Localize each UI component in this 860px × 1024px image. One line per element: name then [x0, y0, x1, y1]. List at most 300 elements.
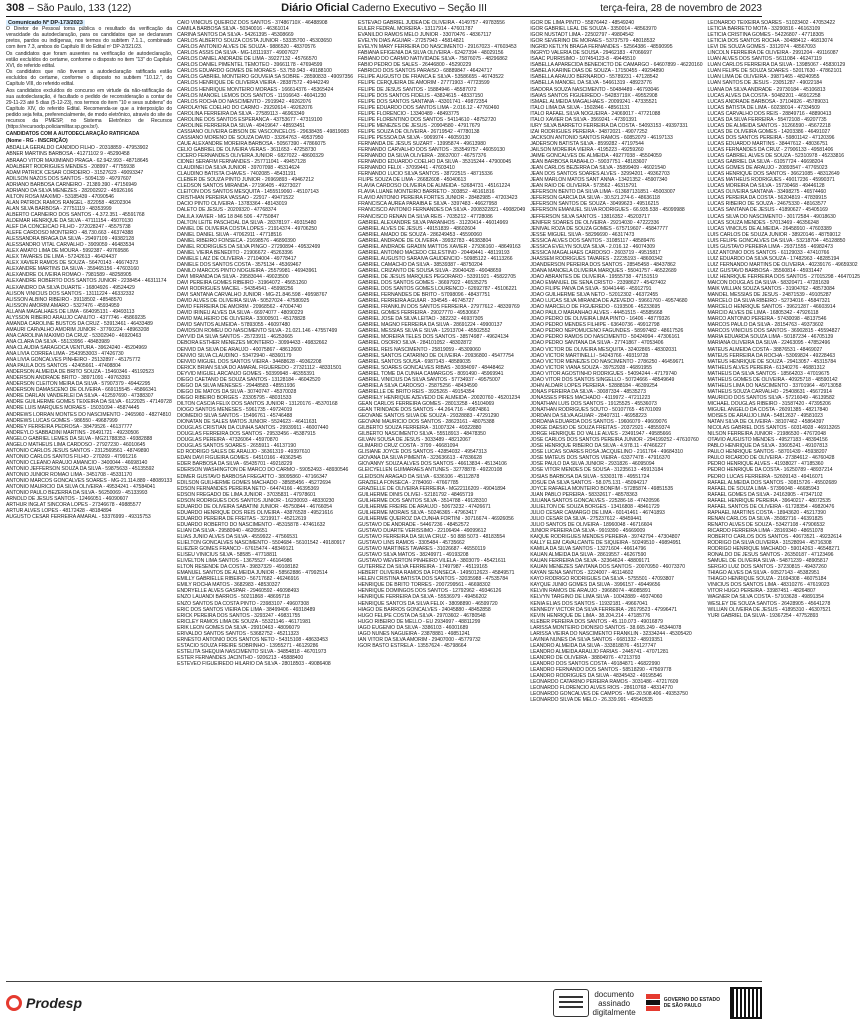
list-item: WILLIAN OLIVEIRA DE JESUS - 41895310 - 46307521 — [707, 606, 831, 613]
list-item: DALTON LEITE PASCHOAL DA SILVA - 28378197 - 49315480 — [177, 219, 317, 226]
section-heading: CANDIDATOS COM A AUTODECLARAÇÃO RATIFICADA — [6, 131, 140, 138]
list-item: EDUARDO DE OLIVEIRA SABATINI JUNIOR - 45750844 - 46766054 — [177, 503, 332, 510]
list-item: JEAN RAIO DE OLIVEIRA - 573562 - 46315791 — [530, 183, 637, 190]
list-item: LEANDRO DE OLIVEIRA - 38804976 - 47213793 — [530, 654, 641, 661]
list-item: RODRIGO DA SILVA OLIVEIRA - 31528094 - 45716308 — [707, 540, 832, 547]
list-item: ERNESTO ANTONIO DOS SANTOS NETO - 54315108 - 48633453 — [177, 636, 328, 643]
list-item: LUCAS SOUZA MENDES - 57013469 - 46356248 — [707, 219, 819, 226]
list-item: ANDREY FERREIRA PEDROSA - 38479526 - 46137777 — [6, 423, 133, 430]
header-center — [258, 2, 510, 14]
list-item: ALISSON AMORIM AMARO - 5327476 - 45934959 — [6, 302, 120, 309]
list-item: EDAN DAVI FIGUEIRA GOMES - 64510166 - 49362545 — [177, 455, 302, 462]
list-item: DAVI RODRIGUES MACIEL - 54354541 - 45998256 — [177, 286, 294, 293]
prodesp-brand-text: Prodesp — [26, 995, 83, 1011]
list-item: FABIO PEDRO DE SALES - 26446800 - 45290229 — [358, 62, 472, 69]
list-item: MATHEUS GOMES DE OLIVEIRA - 40925718 - 48590142 — [707, 376, 838, 383]
list-item: ANDRE LUIS MARQUES MORAES - 15031094 - 45874445 — [6, 405, 140, 412]
list-item: ELIAS JUNIO ALVES DA SILVA - 4559922 - 47566531 — [177, 533, 298, 540]
list-item: ALBERTO CARNEIRO DOS SANTOS - 4.372.351 - 45591768 — [6, 211, 145, 218]
list-item: LUIS FELIPE GONCALVES DA SILVA - 53218704 - 45128850 — [707, 237, 846, 244]
list-item: ANTONIO JUNIOR ROMAO LIMA - 3451708 - 45331170 — [6, 471, 133, 478]
list-item: ALISSON ALBINO RIBEIRO - 39118502 - 48548570 — [6, 296, 123, 303]
list-item: ANGELO GABRIEL LEMES DA SILVA - MG21788353 - 49382888 — [6, 435, 153, 442]
list-item: RODRIGO HENRIQUE MACHADO - 59014263 - 46548271 — [707, 546, 840, 553]
list-item: PABLO HENRIQUE DA SILVA - 33605241 - 49107813 — [707, 443, 828, 450]
list-item: LUCAS BATISTA DE LIMA - 60238014 - 47334509 — [707, 104, 820, 111]
list-item: JOAO LUCAS SILVA MIRANDA DE AZEVEDO - 59661760 - 49574680 — [530, 298, 688, 305]
list-item: MARCO ANTONIO PEREIRA - 57430098 - 48137546 — [707, 316, 827, 323]
list-item: ANDREWS LUCAS GOMES - 986550 - 49687999 — [6, 417, 118, 424]
list-item: LEONARDO FLORENCIO ALVES RIOS - 28610768 - 48314770 — [530, 685, 673, 692]
list-item: CAUE ALEXANDRE MOREIRA BARBOSA - 50567390 - 47866075 — [177, 140, 326, 147]
list-item: ELIEZER GOMES FRANCO - 67615474 - 48349121 — [177, 546, 294, 553]
list-item: MICHAEL DOUGLAS RIBEIRO - 31587420 - 47395206 — [707, 400, 831, 407]
list-item: JOAO PEDRO SANTANA DA SILVA - 27741867 - 47053406 — [530, 340, 664, 347]
list-item: ELIAN DA SILVA - 29580940 - 46205651 — [177, 527, 268, 534]
header-left — [6, 2, 258, 14]
list-item: JOSE MATEUS DOS SANTOS VIEIRA - 63377478 - 47916370 — [530, 455, 671, 462]
list-item: DOUGLAS PEREIRA - 47326064 - 45970870 — [177, 437, 279, 444]
list-item: HUGO FELIPE COSTA DA SILVA - 29703602 - 46780548 — [358, 612, 486, 619]
list-item: LUCAS GABRIEL ALVES DE SOUZA - 52310978 - 45233816 — [707, 153, 845, 160]
list-item: DIONATAN DE SALES MATOS JUNIOR - 5524623 - 46411631 — [177, 419, 318, 426]
list-item: GABRIEL SANTOS SOUSA - 6987143 - 48589035 — [358, 358, 471, 365]
list-item: DIEGO CAETANO DE SOUZA SANTOS - 13128184 - 46042520 — [177, 376, 321, 383]
list-item: ALEX TAVARES DE LIMA - 57242613 - 46424437 — [6, 254, 117, 261]
list-item: FABRICIO DOS SANTOS PARAISO - 68889847 - 46424717 — [358, 68, 493, 75]
list-item: JOYCE RAFAELA MONTEIRO BONFIM - 57285874 - 49851535 — [530, 485, 674, 492]
list-item: CLEITON DOS SANTOS MESQUITA - 1455519060 - 45107143 — [177, 189, 319, 196]
list-item: GLEICYELLEN GUIMARAES ANTUNES - 32778878 - 49220108 — [358, 467, 503, 474]
list-item: EDSON FREGADO DE LIMA JUNIOR - 37035831 - 47978601 — [177, 491, 316, 498]
list-item: KLEBER PEREIRA DOS SANTOS - 45.110.073 - 49016879 — [530, 618, 663, 625]
list-item: RENATO ALVES DE SOUZA - 53427108 - 47906532 — [707, 521, 825, 528]
list-item: EDSON FERNANDES PEREIRA NETO - 64474166 - 46395369 — [177, 485, 319, 492]
list-item: FERNANDO EDUARDO COELHO DA SILVA - 35315244 - 47900045 — [358, 159, 512, 166]
list-item: GABRIELLE DE BRITO REIS - 3925265 - 49154354 — [358, 388, 475, 395]
list-item: JEFERSON BENTO DA SILVA LIMA - 613687131851 - 45003007 — [530, 189, 676, 196]
list-item: JAIME GONCALVES DE ALMEIDA - 49277038 - 45504059 — [530, 153, 662, 160]
list-item: GUSTAVO MARTINES TAVARES - 31026687 - 46550119 — [358, 546, 486, 553]
list-item: DANIEL DE OLIVEIRA COSTA LOPES - 21914374 - 49706250 — [177, 225, 317, 232]
list-item: CARLOS ROCHA DO NASCIMENTO - 2919942 - 49262076 — [177, 98, 312, 105]
list-item: FELIPE FLORENCIO - 13340489 - 48493775 — [358, 110, 460, 117]
list-item: ANTONIO CARLOS SANTOS FILHO - 270269 - 47991216 — [6, 453, 137, 460]
list-item: DOUGLAS SANTOS SOARES - 2655911 - 46137190 — [177, 443, 297, 450]
list-item: CARLOS HENRIQUE MONTEIRO MORAES - 166614376 - 45365424 — [177, 86, 334, 93]
list-item: GABRIEL SOARES GONCALVES RIBAS - 30384097 - 48448462 — [358, 364, 504, 371]
list-item: FABIANO DO CARMO NATIVIDADE SILVA - 75876075 - 48296862 — [358, 56, 508, 63]
list-item: EULER FEDRAL MOREIRA - 13117914 - 47601787 — [358, 26, 474, 33]
list-item: MATEUS ALMEIDA COSTA - 38876531 - 48469027 — [707, 346, 823, 353]
list-item: LEANDRO FERNANDO DOS SANTOS - 58518290 - 47569778 — [530, 667, 672, 674]
list-item: ALEXANDRE MARTINS DA SILVA - 359465156 - 47603160 — [6, 266, 139, 273]
list-item: JESSICA MAGALHAES CARDOSO - 2603719 - 49515817 — [530, 249, 661, 256]
list-item: RAFAEL ALMEIDA DOS SANTOS - 30815726 - 45502689 — [707, 479, 837, 486]
list-item: ALEX XAVIER RAMOS DE SOUZA - 56470143 - 46674373 — [6, 260, 138, 267]
list-item: MARCOS VINICIUS DOS SANTOS - 36902815 - 45594827 — [707, 328, 841, 335]
list-item: GUTERREZ DA SILVA FERREIRA - 17497987 - 45119165 — [358, 564, 488, 571]
paragraph: Os candidatos que foram ausentes na verificação de autodeclaração, estão excluídos do certame, conforme o disposto no item "13" do Capítulo XVI, do referido edital. — [6, 50, 173, 69]
list-item: KAYO RODRIGO RODRIGUES DA SILVA - 5755501 - 47093807 — [530, 576, 674, 583]
list-item: FELIPE AUGUSTO DE FRANCA E SILVA - 53586655 - 46743522 — [358, 74, 504, 81]
list-item: FERNANDO FELIX - 37099441 - 47603410 — [358, 165, 455, 172]
list-item: PAULO RICARDO DE OLIVEIRA - 27384612 - 46760428 — [707, 455, 835, 462]
list-item: DAVID IRINEU ALVES DA SILVA - 66974077 - 48090229 — [177, 310, 304, 317]
list-item: KENIA ELIAS DOS SANTOS - 11932181 - 49667041 — [530, 600, 648, 607]
list-item: KELVYN TARGINO DE LIMA SILVA - 10042889 - 49374060 — [530, 594, 663, 601]
list-item: HIAGO DE BARROS GONCALVES - 24045880 - 48452858 — [358, 606, 491, 613]
list-item: IZAI RODRIGUES PEREIRA - 34872021 - 49077252 — [530, 128, 648, 135]
list-item: FRANCISCA AUREA PARAIBA E SILVA - 3397483 - 46627958 — [358, 201, 497, 208]
list-item: ALEX AMATO LIMA DE MOURA - 5992387 - 49769586 — [6, 248, 129, 255]
list-item: HELEN CRISTINA BATISTA DOS SANTOS - 32035988 - 47535784 — [358, 576, 508, 583]
list-item: CAROLINA FERREIRA DA SILVA - 27589113 - 46963349 — [177, 110, 305, 117]
list-item: GABRIEL JOSE DA SILVA LEITAO - 382232 - 46937305 — [358, 316, 484, 323]
list-item: EMILY ROCHA MATOS - 3682983 - 48530327 — [177, 582, 281, 589]
list-item: GILBERTO SOUZA FERREIRA - 31007324 - 49322880 — [358, 425, 482, 432]
list-item: GLEIDSON ARAGAO DA SILVA - 6336106 - 45112878 — [358, 473, 480, 480]
list-item: WAGNER DA SILVA COSTA - 57103628 - 49891354 — [707, 594, 824, 601]
list-item: MATHEUS ALVES PEREIRA - 61340276 - 46881312 — [707, 364, 825, 371]
list-item: JOHN ALDAIR LOPES PEREIRA - 52888184 - 46399254 — [530, 382, 658, 389]
list-item: CARLOS ANTONIO ALVES DE SOUZA - 9886520 - 48370576 — [177, 44, 316, 51]
list-item: JOANDERSON PEREIRA DOS SANTOS - 28545458 - 48437862 — [530, 261, 676, 268]
list-item: MATEUS HENRIQUE DE SOUZA - 29413057 - 45315784 — [707, 358, 836, 365]
list-item: EDERSON WASHINGTON DE MARCO DO CARMO - 59052493 - 48930546 — [177, 467, 349, 474]
list-item: AUGUSTO CESAR FERREIRA AMARAL - 53376999 - 49315753 — [6, 514, 151, 521]
list-item: ANDRE DARLAN VANDERLEI DA SILVA - 412597690 - 47388307 — [6, 393, 154, 400]
list-item: JEFERSON EMANUEL SILVA RODRIGUES - 66.935.538 - 45099988 — [530, 207, 685, 214]
list-item: RAPHAEL MARTINS COSTA - 18943620 - 45217390 — [707, 509, 826, 516]
list-item: LUIZ ANTONIO DOS SANTOS - 61129033 - 47410766 — [707, 249, 830, 256]
list-item: JULIO CESAR CAMARGO DE LIMA - 60141461 - 46741893 — [530, 509, 665, 516]
list-item: GABRIEL AMADO DE SOUZA - 286249453 - 45590060 — [358, 231, 482, 238]
list-item: GABRIEL ANDRADE DE OLIVEIRA - 39932783 - 46383804 — [358, 237, 492, 244]
list-item: ADALBERT RODRIGUES MENDES - 208997 - 47755938 — [6, 163, 135, 170]
list-item: ANDRE GUILHERME GOMES TEIXEIRA DA SILVA - 6122025 - 47149728 — [6, 399, 172, 406]
list-item: CARLOS EDUARDO GOMES DE MORAES - 53.759.943 - 49188100 — [177, 68, 332, 75]
list-item: INGRYD VALERIA DE SOUSA - 29462183 - 47066697 — [530, 50, 652, 57]
list-item: GABRIEL ALEXANDRE SILVA PARANHOS - 31220414 - 46014969 — [358, 219, 509, 226]
list-item: ANDREYLO SABBADINI MARTINS - 26491721 - 49230506 — [6, 429, 139, 436]
list-item: DANILO MARCOS PINTO NOGUEIRA - 25579981 - 46943961 — [177, 267, 317, 274]
list-item: ESTEVAO GABRIEL JUDEA DE OLIVEIRA - 4149757 - 49783556 — [358, 20, 505, 26]
list-item: CAMILA BARBOSA SILVA - 50340016 - 46361014 — [177, 26, 289, 33]
list-item: CARLOS HENRIQUE DE OLIVEIRA VIEIRA - 28387572 - 49442249 — [177, 80, 329, 87]
list-item: DAVI PEREIRA GOMES RIBEIRO - 31964072 - 45651260 — [177, 280, 307, 287]
list-item: KAUAN MENEZES SANTANA DOS SANTOS - 20070950 - 46073370 — [530, 564, 685, 571]
list-item: FELIPE DOS SANTOS FIDELIS - 43824615 - 48337150 — [358, 92, 483, 99]
list-item: CARLOS ALBERTO SOUZA COSTA JUNIOR - 53335700 - 45303650 — [177, 38, 332, 45]
list-item: IGOR NUSTADT LIMA - 22502797 - 49804542 — [530, 32, 634, 39]
list-item: GABRIEL DE JESUS MARQUES PEGORARO - 53391921 - 45822705 — [358, 273, 516, 280]
list-item: ENZO SANTOS DA COSTA PINTO - 23983107 - 49607308 — [177, 600, 309, 607]
list-item: MARCOS PAULO DA SILVA - 28154763 - 49373602 — [707, 322, 824, 329]
list-item: CARLOS MANOEL LEMOS DOS SANTOS - 11916643 - 46041230 — [177, 92, 327, 99]
signed-line-1: documento — [594, 989, 634, 999]
list-item: ELIVELTON LIMA SANTOS - 13675527 - 46164986 — [177, 558, 293, 565]
list-item: JOSE HENRIQUE RIBEIRO DA SILVA - 4.978.11 - 47466227 — [530, 443, 666, 450]
list-item: RENAN CARLOS DA SILVA - 35082716 - 46391825 — [707, 515, 823, 522]
list-item: DAVID ALVES DE OLIVEIRA SILVA - 50527024 - 47580925 — [177, 298, 310, 305]
list-item: DAVI MIRANDA DA SILVA - 29583044 - 49023500 — [177, 273, 289, 280]
list-item: MATEUS FERREIRA DA ROCHA - 53069824 - 49228463 — [707, 352, 836, 359]
list-item: FELIPE DE JESUS SANTOS - 15884946 - 45587072 — [358, 86, 477, 93]
list-item: MANOEL MESSIAS DE JESUS - 24871539 - 49105287 — [707, 292, 832, 299]
list-item: LUCAS DA SILVA FERREIRA - 55472108 - 49207735 — [707, 116, 827, 123]
sao-paulo-flag-icon — [646, 994, 660, 1012]
list-item: GABRIEL ALVES DE JESUS - 49151839 - 48602604 — [358, 225, 476, 232]
list-item: LEONARDO GONCALVES DE CAMPOS - MG-20.508.406 - 49353750 — [530, 691, 688, 698]
list-item: LUCAS RIBEIRO DE SOUZA - 24675330 - 48163577 — [707, 201, 827, 208]
list-item: GABRIEL MAGNO FERREIRA DA SILVA - 28691224 - 49900137 — [358, 322, 503, 329]
list-item: FRANCISCO ANTONIO FERNANDES DA SILVA - 2008322821 - 49082049 — [358, 207, 526, 214]
list-item: MARIANA OLIVEIRA DA SILVA - 22463095 - 47852496 — [707, 340, 831, 347]
list-item: ANDERSON CLEITON MEIRA DA SILVA - 57907379 - 49442295 — [6, 381, 151, 388]
list-item: ANDERSON ANDRADE BRITO - 38971091 - 49763393 — [6, 375, 130, 382]
list-item: ITALO LIMA DA SILVA - 1502846 - 48561131 — [530, 104, 630, 111]
paragraph: Os candidatos que não tiveram a autodeclaração ratificada estão excluídos do certame, conforme o disposto no subitem "10.12.", do Capítulo VIII, do referido edital. — [6, 69, 173, 88]
list-item: JACKSON ANTONIO SANTOS RAMOS - 60852079 - 46197133 — [530, 134, 673, 141]
list-item: GABRIEL MOREIRA TELES DOS SANTOS - 38574987 - 49624134 — [358, 334, 509, 341]
list-item: DAVID MALHEIRO DE OLIVEIRA - 33000501 - 45178828 — [177, 316, 306, 323]
list-item: FRANCISCO RENAN DA SILVA REIS - 7035212 - 47728086 — [358, 213, 493, 220]
list-item: GUSTAVO DE ANDRADE - 54467236 - 48452572 — [358, 521, 470, 528]
list-item: WESLEY DE SOUZA SANTOS - 26428905 - 45641278 — [707, 600, 831, 607]
list-item: ARTHUR INGLAT SINCORA LOPES - 27346678 - 49885577 — [6, 502, 142, 509]
list-item: JOSE CARLOS DOS SANTOS PEREIRA JUNIOR - 294199252 - 47610760 — [530, 437, 699, 444]
list-item: GABRIEL AUGUSTO SARAIVA GAUDENCIO - 50985122 - 46113266 — [358, 255, 513, 262]
list-item: MARCELO HENRIQUE SANTOS - 39621287 - 46603914 — [707, 304, 836, 311]
list-item: JOAO GUILHERME SILVA NETO - 52012302 - 46372455 — [530, 292, 659, 299]
list-item: ANTONIO PAULO BEZERRA DA SILVA - 56250069 - 45133993 — [6, 490, 148, 497]
list-item: RAFAEL DE SOUZA LIMA - 57396048 - 46685943 — [707, 485, 820, 492]
list-item: ISABELLA APARECIDA BENEDICTO DE CAMARGO - 64607899 - 46220160 — [530, 62, 703, 69]
list-item: DIEGO DE MATOS DA SILVA - 30740747 - 45370028 — [177, 388, 297, 395]
list-item: GRAZIELA FONSECA - 2784060 - 47667785 — [358, 479, 459, 486]
list-item: ALAN SILVA BARBOSA - 27751119 - 48353999 — [6, 205, 112, 212]
list-item: CLEBER DE SOUZA PINTO JUNIOR - 26969893 - 49467212 — [177, 177, 314, 184]
text-column-1 — [6, 20, 172, 978]
list-item: GABRIEL DOS SANTOS GOMES LOURENCO - 62692787 - 45106221 — [358, 286, 517, 293]
list-item: KAIQUE RODRIGUES MENDES PEREIRA - 39742794 - 47304807 — [530, 533, 681, 540]
list-item: HENRIQUE DE BRITO TORRES - 2007299561 - 46698302 — [358, 582, 491, 589]
list-item: GABRIEL FERNANDES DE BRITO - 57098096 - 48437751 — [358, 292, 491, 299]
list-item: DENVID DA SILVA DE ARAUJO - 40075867 - 48612600 — [177, 346, 302, 353]
list-item: JOAO VITOR DOS SANTOS SINGELLO - 50724666 - 48549649 — [530, 376, 675, 383]
list-item: DILTON CASCIA FELIX DOS SANTOS JUNIOR - 13120176 - 45370168 — [177, 400, 338, 407]
list-item: DANIEL DANIEL SILVA - 47062911 - 47718516 — [177, 231, 282, 238]
list-item: LEANDRO RODRIGUES DA SILVA - 48345432 - 49195546 — [530, 673, 663, 680]
list-item: JOAO VICTOR MARTINELLI - 54243766 - 49319728 — [530, 352, 649, 359]
list-item: IAN VITOR DA SILVA AMORIM - 29407000 - 45779732 — [358, 636, 481, 643]
list-item: MATHEUS LIMA DO NASCIMENTO - 33701964 - 49713058 — [707, 382, 842, 389]
list-item: JEAN DOS SANTOS SOARES ALVES - 32994201 - 49362703 — [530, 171, 670, 178]
list-item: ADRIANO DA SILVA MENEZES - 282002922 - 45926166 — [6, 187, 134, 194]
list-item: JESSE MIGUEL SILVA - 58296690 - 46317473 — [530, 231, 635, 238]
list-item: FELIPE FLORENTINO DOS SANTOS - 54114610 - 48752720 — [358, 116, 497, 123]
text-column-4 — [530, 20, 702, 978]
list-item: GABRIEL CRIZANTO DE SOUSA SILVA - 29040428 - 49048659 — [358, 267, 502, 274]
communique-title: Comunicado Nº DP-173/2023 — [8, 20, 83, 26]
list-item: EVELYN DIAS AGUIAR - 27257943 - 45814821 — [358, 38, 465, 45]
list-item: MAICON DOUGLAS DA SILVA - 58320471 - 47281639 — [707, 280, 830, 287]
list-item: DAVI SANTANA CARVALHO JUNIOR - MG-21.846.598 - 49598767 — [177, 292, 328, 299]
list-item: CRISTHIAN PEREIRA VASSAO - 22917 - 49471522 — [177, 195, 294, 202]
list-item: LEANDRO ALMEIDA DA SILVA - 333818876 - 45127747 — [530, 642, 656, 649]
list-item: JOAO PEDRO MENDES FILHIPE - 63640736 - 49912798 — [530, 322, 660, 329]
list-item: LUCAS GOMES DE ARAUJO - 20893547 - 47765023 — [707, 165, 828, 172]
list-item: IAGO NUNES NAGUEIRA - 23878881 - 49851241 — [358, 630, 471, 637]
list-item: DAVIDSON ROMEU DO NASCIMENTO SILVA - 21.021.146 - 47557499 — [177, 328, 338, 335]
page-footer — [6, 981, 762, 1024]
list-item: ALDEMAR HENRIQUE DA SILVA - 47111154 - 45070130 — [6, 218, 133, 224]
list-item: DACIO PINTO OLIVEIRA - 13783364 - 48143019 — [177, 201, 288, 208]
list-item: KEVIN HENRIQUE DE LIMA - 38.204.214 - 47185776 — [530, 612, 651, 619]
list-item: ALLANA MAGALHAES DE LIMA - 664095131 - 49493113 — [6, 308, 135, 315]
list-item: EDER BARBOSA DA SILVA - 65435701 - 49218229 — [177, 461, 293, 468]
page-number: 308 — [6, 2, 25, 14]
list-item: ALESSANDRA BRAGA DA SILVA - 29497109 - 49382128 — [6, 236, 134, 243]
list-item: ANA LIVIA CORREA LIMA - 2543953003 - 47426730 — [6, 351, 124, 358]
list-item: ANA LIVIA GONCALVES PINHEIRO - 25132897 - 45175772 — [6, 357, 141, 364]
list-item: OTAVIO AUGUSTO MENDES - 49527183 - 48394156 — [707, 437, 828, 444]
list-item: HENRIQUE FERREIRA DA SILVA - 55536979 - 49456202 — [358, 594, 487, 601]
list-item: DANIELE DOS SANTOS COSTA - 3575134 - 45369467 — [177, 261, 302, 268]
footer-right — [553, 987, 762, 1019]
list-item: IAGO EUGENIO DA SILVA - 3386103 - 46001689 — [358, 624, 469, 631]
list-item: THIAGO HENRIQUE SOUZA - 21694308 - 46075184 — [707, 576, 827, 583]
list-item: JONATHAN RODRIGUES SOUTO - 50107765 - 45701009 — [530, 407, 662, 413]
list-item: ANTONIO CARLOS JESUS SANTOS - 2312569561 - 48749890 — [6, 447, 150, 454]
list-item: KELVIN RAMOS DE ARAUJO - 39668074 - 46085891 — [530, 588, 651, 595]
list-item: GABRIEL ANTONIO MACEDO CELESTINO - 20449441 - 48119193 — [358, 249, 510, 256]
list-item: KAMILA DA SILVA SANTOS - 13271604 - 46614796 — [530, 546, 647, 553]
list-item: GABRIELY HENRIQUE AZEVEDO DE ALMEIDA - 20020760 - 45201234 — [358, 394, 521, 401]
list-item: JOAO ABRANTES DE OLIVEIRA - 19555738 - 47151519 — [530, 273, 658, 280]
list-item: GUILHERME DOS SANTOS SILVA - 3514788 - 49128310 — [358, 497, 488, 504]
list-item: ARTUR ALVES LOPES - 48172428 - 48184894 — [6, 508, 112, 515]
list-item: GUSTAVO LINS RAMOS - 3305484 - 45735662 — [358, 540, 465, 547]
list-item: JEAN MARLON MATOS SANT ANNA - 13421352 - 45907340 — [530, 177, 668, 184]
list-item: LUCAS GABRIEL DA SILVA - 61057724 - 46698204 — [707, 159, 823, 166]
list-item: EDUARDO PEREIRA DE FREITAS - 3219917 - 45212619 — [177, 515, 307, 522]
list-item: LETICIA DOS SANTOS ROCHA - 30488412 - 46813074 — [707, 38, 833, 45]
list-item: CAROLINE FERREIRA DA SILVA - 49419647 - 48593451 — [177, 122, 306, 129]
list-item: ANA CAROLINA MAXIMO DA CRUZ - 53302940 - 46920463 — [6, 332, 142, 339]
list-item: NICOLAS GABRIEL DOS SANTOS - 60314928 - 46913265 — [707, 425, 840, 432]
list-item: JOSIAS BARBOSA DA SILVA - 53303178 - 49551724 — [530, 473, 650, 480]
list-item: ERIC DOS SANTOS VIEIRA DE LIMA - 38499406 - 49318489 — [177, 606, 316, 613]
list-item: GABRIEL FERREIRA AGUIAR - 334545 - 46745727 — [358, 298, 475, 305]
list-item: ANTONIO CLEANO ARAUJO AMANCIO - 3400044 - 46698140 — [6, 459, 148, 466]
text-column-2 — [177, 20, 353, 978]
list-item: GEAN CARLOS FERREIRA GOMES - 28013258 - 45104069 — [358, 400, 495, 407]
list-item: CARLOS GABRIEL MONTEIRO GOUVEIA SA SOBRE - 28590833 - 49097356 — [177, 74, 354, 81]
list-item: JOSE PAULO DA SILVA JUNIOR - 2931826 - 46095094 — [530, 461, 655, 468]
list-item: DOUGLAS CRISTIAN DA CUNHA SANTOS - 29939911 - 46007440 — [177, 425, 329, 432]
list-item: MARCELO DA SILVA RIBEIRO - 52734016 - 45847321 — [707, 298, 831, 305]
list-item: LUCAS FERNANDES DA CRUZ - 27906133 - 49581406 — [707, 146, 834, 153]
list-item: LUIZ GUSTAVO BARBOSA - 35560814 - 45931447 — [707, 267, 823, 274]
list-item: GIOVANA DA SILVA PIMENTA - 323636613 - 47836628 — [358, 455, 482, 462]
list-item: FERNANDO LUCIO SILVA SANTOS - 38722515 - 48715336 — [358, 171, 493, 178]
header-location: – São Paulo, 133 (122) — [28, 2, 132, 14]
list-item: ERIVALDO SANTOS SANTOS - 53682752 - 45211323 — [177, 630, 299, 637]
list-item: GABRIEL REIS NASCIMENTO - 25819059 - 45309060 — [358, 346, 481, 353]
list-item: EVELYN MARY FERREIRA DO NASCIMENTO - 29167023 - 47603453 — [358, 44, 517, 51]
list-item: ALEXANDRE OLIVEIRA ROMAO - 7981589 - 48258905 — [6, 272, 132, 279]
prodesp-logo — [6, 995, 82, 1011]
list-item: JOAO VICTOR MENEZES DO NASCIMENTO - 2786250 - 46459671 — [530, 358, 684, 365]
list-item: GABRIEL CAMACHO DA SILVA - 38539387 - 48750204 — [358, 261, 483, 268]
list-item: CARLOS ASSIS DA SILVA - MG-18111937 - 49007627 — [177, 50, 299, 57]
list-item: GUSTAVO WEVERTON PINHEIRO VILELA - 3803079 - 45421611 — [358, 558, 506, 565]
list-item: GUILHERME MORAIS SILVA - 50246365 - 47963417 — [358, 509, 477, 516]
list-item: ABDALLA GERALDO CANDIDO FILHO - 20318859 - 47953902 — [6, 145, 149, 152]
list-item: ABRAAO VITOR MAXIMIANO PRAGA - 62.942.993 - 48718645 — [6, 157, 149, 164]
list-item: GABRIEL SANTOS CATARINO DE OLIVEIRA - 20936800 - 45477754 — [358, 352, 514, 359]
list-item: PEDRO HENRIQUE DA COSTA - 16250789 - 48937214 — [707, 467, 833, 474]
list-item: DERICK BRIAN SILVA DO AMARAL FIGUEREDO - 27321112 - 48331501 — [177, 364, 342, 371]
list-item: ED RODRIGO SALES DE ARAUJO - 36361319 - 49397610 — [177, 449, 311, 456]
list-item: DENVIO SILVA CLAUDINO - 53472940 - 48360179 — [177, 352, 292, 359]
list-item: RAFAEL SANTOS DE OLIVEIRA - 61728354 - 49820476 — [707, 503, 835, 510]
list-item: JULIO SANTOS DE OLIVEIRA - 18960048 - 46716604 — [530, 521, 653, 528]
list-item: LUANA DA SILVA ANDRADE - 29730184 - 45106813 — [707, 86, 826, 93]
list-item: KAUAN ALMEIDA DA SILVA - 28619557 - 46267590 — [530, 552, 647, 559]
list-item: ANA CLARA DA SILVA - 55133956 - 48483989 — [6, 338, 110, 345]
list-item: JUAN PABLO PEREIRA - 58332617 - 48578363 — [530, 491, 638, 498]
list-item: CAROLINE DOS SANTOS ESPERANCA - 43753677 - 47319100 — [177, 116, 323, 123]
list-item: EDMER GUSTAVO BARBOSA FREGATTO - 38095860 - 47166347 — [177, 473, 328, 480]
list-item: JONASSES PIRES MACHADO - 4119972 - 47211223 — [530, 394, 651, 401]
list-item: ENDRYELLE ALVES GASPAR - 29460592 - 46098493 — [177, 588, 299, 595]
list-item: LARISSA MONTEIRO DIONISIO SANTOS - 38.665.249 - 45344078 — [530, 624, 682, 631]
list-item: JORDANA EDUARDA DOS SANTOS - 19606079 - 49609076 — [530, 419, 667, 426]
signed-document-badge — [553, 989, 636, 1017]
list-item: KALLY ELEM CAVALCANTE DE SIQUEIRA - 50249510 - 49894951 — [530, 540, 682, 547]
list-item: ISABELLA MANOEL DA SILVA - 54661319 - 48923776 — [530, 80, 652, 87]
list-item: LUCAS DE ALMEIDA SANTOS - 31266590 - 45672218 — [707, 122, 831, 129]
list-item: JOAO PEDRO NEPOMUCENO FAGUNDES - 58997482 - 48617526 — [530, 328, 684, 335]
list-item: ROBERTO CARLOS DOS SANTOS - 40673521 - 49232614 — [707, 533, 842, 540]
list-item: ESTER FERNANDES JACINTHO - 9206213 - 45888400 — [177, 654, 304, 661]
list-item: MIGUEL ANGELO DA COSTA - 26091385 - 48217840 — [707, 407, 828, 413]
list-item: GEOVANI MAURICIO DOS SANTOS - 28623161 - 48075388 — [358, 419, 495, 426]
list-item: ANTONIO MARCOS GONCALVES SOARES - MG-21.114.889 - 48089133 — [6, 478, 173, 485]
list-item: GUILHERME QUEIROZ DA CUNHA FORTINI - 30716674 - 46926056 — [358, 515, 514, 522]
list-item: EMANUEL SANTOS DE ALMEIDA JUNIOR - 58562886 - 47992514 — [177, 570, 328, 577]
list-item: GILVAN SOUSA DE JESUS - 3033489 - 48212067 — [358, 437, 471, 444]
list-item: LUCAS PEREIRA DA COSTA - 56204819 - 47839915 — [707, 195, 827, 202]
list-item: LEONARDO TEIXEIRA SOARES - 51023402 - 47053422 — [707, 20, 836, 26]
list-item: LUIZ EDUARDO DA SILVA SOUZA - 17482963 - 48285194 — [707, 255, 840, 262]
list-item: JEAN BARBOSA RABAHLO - 59037751 - 48183607 — [530, 159, 648, 166]
list-item: CICERO FERNANDES OLIVEIRA JUNIOR - 6827022 - 48600329 — [177, 153, 324, 160]
text-column-3 — [358, 20, 525, 978]
list-item: GIOVANNY SOUZA ALVES DOS SANTOS - 46613834 - 45134106 — [358, 461, 507, 468]
list-item: LUIZ HENRIQUE FERREIRA DOS SANTOS - 27015298 - 46470125 — [707, 273, 860, 280]
list-item: LARISSA VIEIRA DO NASCIMENTO FRANKLIN - 32334244 - 45305420 — [530, 630, 692, 637]
list-item: KAYAN SENA SANTOS - 3224007 - 46114602 — [530, 570, 634, 577]
list-item: LETICIA BARRETO MOTA - 33290816 - 46163109 — [707, 26, 821, 33]
list-item: ARNOLD DE JESUS SANTOS - 12466051 - 46090607 — [6, 496, 129, 503]
list-item: GABRIEL MESSIAS SILVA E SILVA - 12913704 - 45502552 — [358, 328, 491, 335]
list-item: DANIELE LAIZ DE OLIVEIRA - 27104004 - 49778417 — [177, 255, 297, 262]
paragraph: Aos candidatos excluídos do concurso em virtude da não-ratificação de sua autodeclaração, é facultado o pedido de reconsideração a contar de 29-11-23 até 5 dias (5-12-23), nos termos do item "10 e seus subitens" do Capítulo XIV, do referido Edital. Recomenda-se que a interposição do pedido seja feita, preferencialmente, de modo eletrônico, através do site de recursos da PMESP, no Sistema Eletrônico de Recursos (https://recursodp.policiamilitar.sp.gov.br/). — [6, 88, 173, 131]
